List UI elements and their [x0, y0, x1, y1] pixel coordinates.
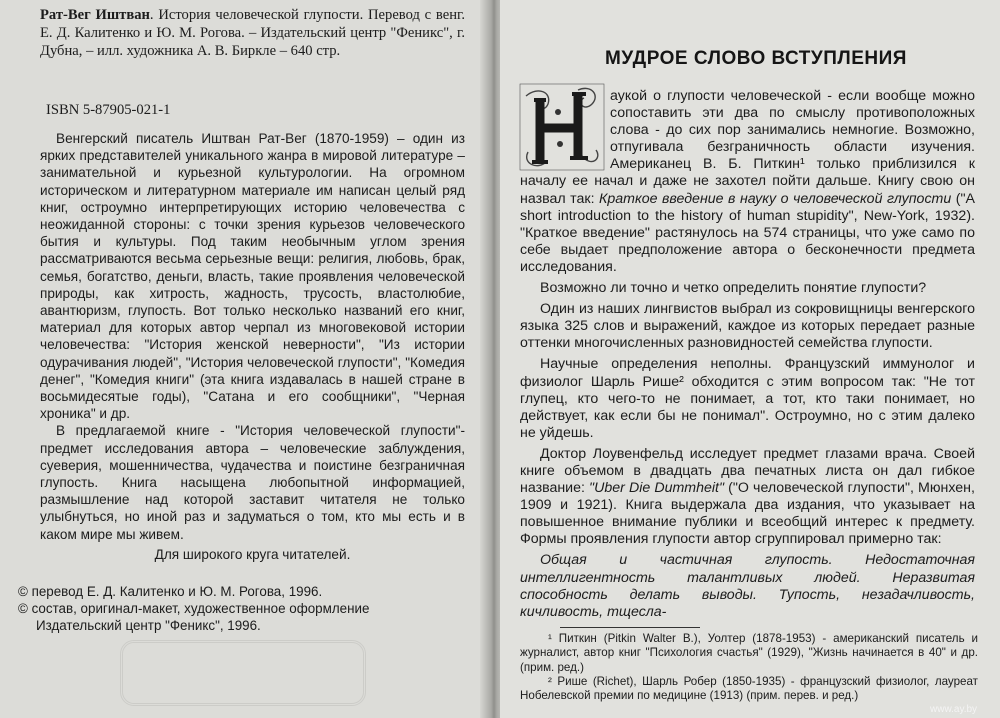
- annotation-paragraph: Венгерский писатель Иштван Рат-Вег (1870-1959) – один из ярких представителей уникального жанра в мировой литературе – занимательной и курьезной культурологии. На огромном историческом и литературном материале им написан целый ряд книг, остроумно интерпретирующих историю человечества с неожиданной стороны: с точки зрения курьезов человеческого бытия и культуры. Под таким необычным углом зрения рассматриваются весьма серьезные вещи: религия, любовь, брак, семья, богатство, деньги, власть, такие проявления человеческой природы, как хитрость, жадность, трусость, властолюбие, авантюризм, глупость. Вот только несколько названий его книг, материал для которых автор черпал из многовековой истории человечества: "История женской неверности", "Из истории одурачивания людей", "История человеческой глупости", "Комедия денег", "Комедия книги" (эта книга издавалась в нашей стране в восьмидесятые годы), "Сатана и его сообщники", "Черная хроника" и др.: [40, 131, 465, 422]
- left-page: [0, 0, 490, 718]
- paragraph: Научные определения неполны. Французский иммунолог и физиолог Шарль Рише² обходится с этим вопросом так: "Не тот глупец, кто чего-то не понимает, а тот, кто таки понимает, но действует, как если бы не понимал". Остроумно, но с этим далеко не уйдешь.: [520, 356, 975, 441]
- annotation-paragraph: В предлагаемой книге - "История человеческой глупости"- предмет исследования автора – человеческие заблуждения, суеверия, мошенничества, чудачества и поистине безграничная глупость. Книга насыщена любопытной информацией, размышление над которой заставит читателя не только улыбнуться, но иной раз и задуматься о том, кто мы есть и в каком мире мы живем.: [40, 423, 465, 542]
- annotation: [40, 130, 465, 563]
- paragraph: Один из наших лингвистов выбрал из сокровищницы венгерского языка 325 слов и выражений, каждое из которых передает разные оттенки многочисленных разновидностей семейства глупости.: [520, 301, 975, 352]
- show-through-ornament: [120, 640, 366, 706]
- isbn: ISBN 5-87905-021-1: [46, 102, 171, 118]
- footnote: ² Рише (Richet), Шарль Робер (1850-1935) - французский физиолог, лауреат Нобелевской премии по медицине (1913) (прим. перев. и ред.): [520, 674, 978, 703]
- book-title-italic: "Uber Die Dummheit": [589, 480, 725, 497]
- bibliographic-entry: [40, 6, 465, 60]
- copyright-block: [18, 583, 458, 634]
- paragraph: Возможно ли точно и четко определить понятие глупости?: [540, 280, 927, 297]
- copyright-line: © перевод Е. Д. Калитенко и Ю. М. Рогова, 1996.: [18, 584, 323, 599]
- chapter-title: МУДРОЕ СЛОВО ВСТУПЛЕНИЯ: [605, 48, 907, 69]
- book-title-italic: Краткое введение в науку о человеческой глупости: [599, 190, 952, 207]
- watermark: www.ay.by: [930, 704, 978, 715]
- footnotes: [520, 632, 978, 703]
- paragraph: Доктор Лоувенфельд исследует предмет глазами врача. Своей книге объемом в двадцать два печатных листа он дал гибкое название: "Uber Die Dummheit" ("О человеческой глупости", Мюнхен, 1909 и 1921). Книга выдержала два издания, что указывает на повышенное внимание публики и всеобщий интерес к предмету. Формы проявления глупости автор сгруппировал примерно так:: [520, 445, 975, 548]
- copyright-line: © состав, оригинал-макет, художественное оформление: [18, 601, 370, 616]
- paragraph: аукой о глупости человеческой - если вообще можно сопоставить эти два по смыслу противоположных слова - до сих пор занимались немногие. Возможно, отпугивала безграничность области изучения. Американец В. Б. Питкин¹ только приблизился к началу ее начал и даже не захотел пойти дальше. Книгу свою он назвал так: Краткое введение в науку о человеческой глупости ("A short introduction to the history of human stupidity", New-York, 1932). "Краткое введение" растянулось на 574 страницы, что уже само по себе выдает предположение автора о бесконечности предмета исследования.: [520, 88, 975, 275]
- paragraph: Общая и частичная глупость. Недостаточная интеллигентность талантливых людей. Неразвитая способность делать выводы. Тупость, незадачливость, кичливость, тщесла-: [520, 552, 975, 620]
- footnote: ¹ Питкин (Pitkin Walter B.), Уолтер (1878-1953) - американский писатель и журналист, автор книг "Психология счастья" (1929), "Жизнь начинается в 40" и др. (прим. ред.): [520, 632, 978, 674]
- copyright-line: Издательский центр "Феникс", 1996.: [36, 618, 261, 633]
- biblio-description: . История человеческой глупости. Перевод с венг. Е. Д. Калитенко и Ю. М. Рогова. – Издательский центр "Феникс", г. Дубна, – илл. художника А. В. Биркле – 640 стр.: [40, 7, 465, 59]
- author-name: Рат-Вег Иштван: [40, 7, 150, 23]
- footnote-divider: [560, 627, 700, 628]
- chapter-body: [520, 88, 975, 625]
- audience-note: Для широкого круга читателей.: [154, 546, 351, 562]
